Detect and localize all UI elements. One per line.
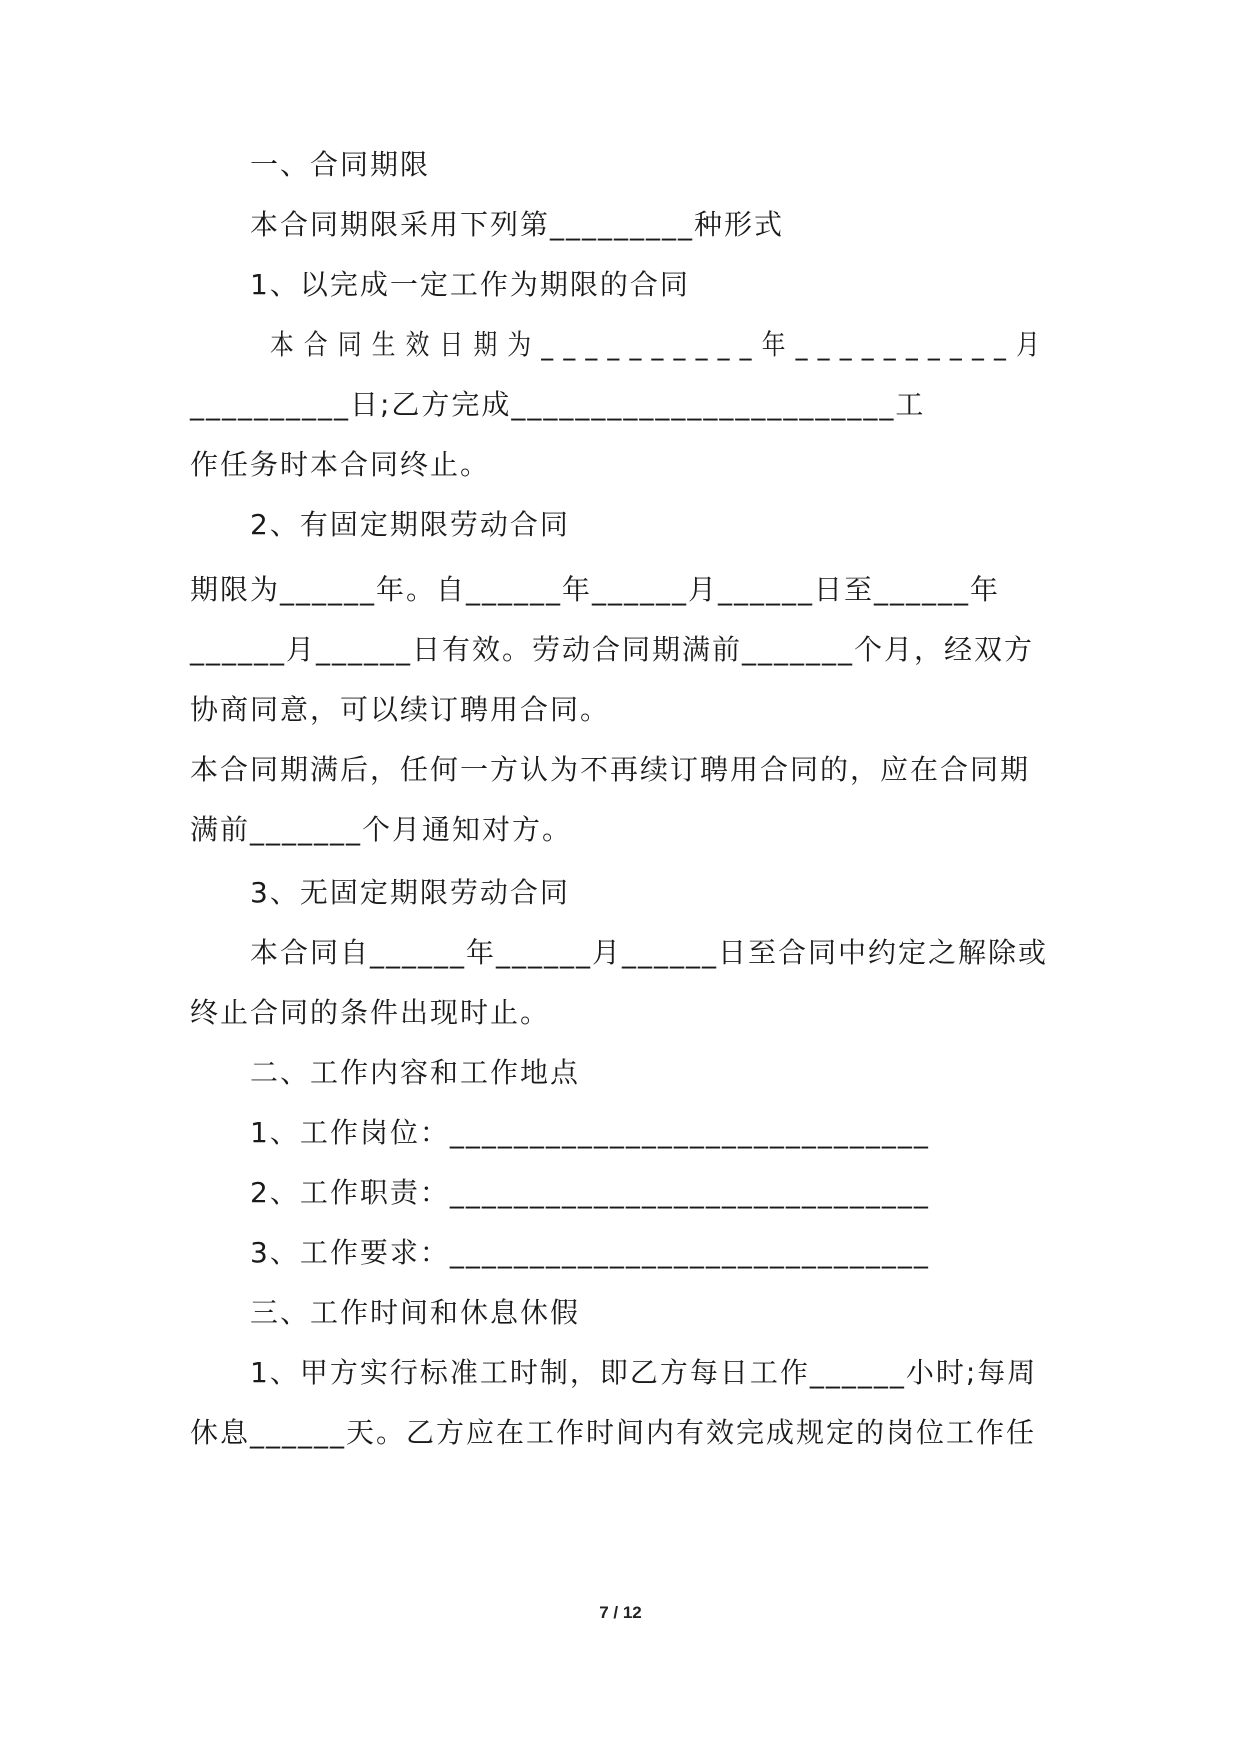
section-heading: 二、工作内容和工作地点 (250, 1056, 581, 1089)
section-heading: 三、工作时间和休息休假 (250, 1296, 581, 1329)
paragraph-line: __________日;乙方完成________________________工 (190, 388, 926, 421)
paragraph-line: 本合同期满后，任何一方认为不再续订聘用合同的，应在合同期 (190, 753, 1031, 786)
section-heading: 一、合同期限 (250, 148, 431, 181)
list-item: 3、无固定期限劳动合同 (250, 876, 570, 909)
list-item: 1、以完成一定工作为期限的合同 (250, 268, 690, 301)
paragraph-line: 终止合同的条件出现时止。 (190, 996, 551, 1029)
paragraph-line: ______月______日有效。劳动合同期满前_______个月，经双方 (190, 633, 1035, 666)
list-item: 1、工作岗位：______________________________ (250, 1116, 930, 1149)
list-item: 2、有固定期限劳动合同 (250, 508, 570, 541)
list-item: 2、工作职责：______________________________ (250, 1176, 930, 1209)
paragraph-line: 本合同自______年______月______日至合同中约定之解除或 (250, 936, 1049, 969)
paragraph-line: 作任务时本合同终止。 (190, 448, 491, 481)
paragraph-line: 满前_______个月通知对方。 (190, 813, 573, 846)
list-item: 1、甲方实行标准工时制，即乙方每日工作______小时;每周 (250, 1356, 1038, 1389)
page-number: 7 / 12 (599, 1603, 642, 1622)
paragraph-line: 期限为______年。自______年______月______日至______年 (190, 573, 1001, 606)
paragraph-line: 协商同意，可以续订聘用合同。 (190, 693, 611, 726)
list-item: 3、工作要求：______________________________ (250, 1236, 930, 1269)
paragraph-line: 本合同生效日期为__________年__________月 (270, 328, 1050, 361)
paragraph-line: 本合同期限采用下列第_________种形式 (250, 208, 785, 241)
paragraph-line: 休息______天。乙方应在工作时间内有效完成规定的岗位工作任 (190, 1416, 1037, 1449)
